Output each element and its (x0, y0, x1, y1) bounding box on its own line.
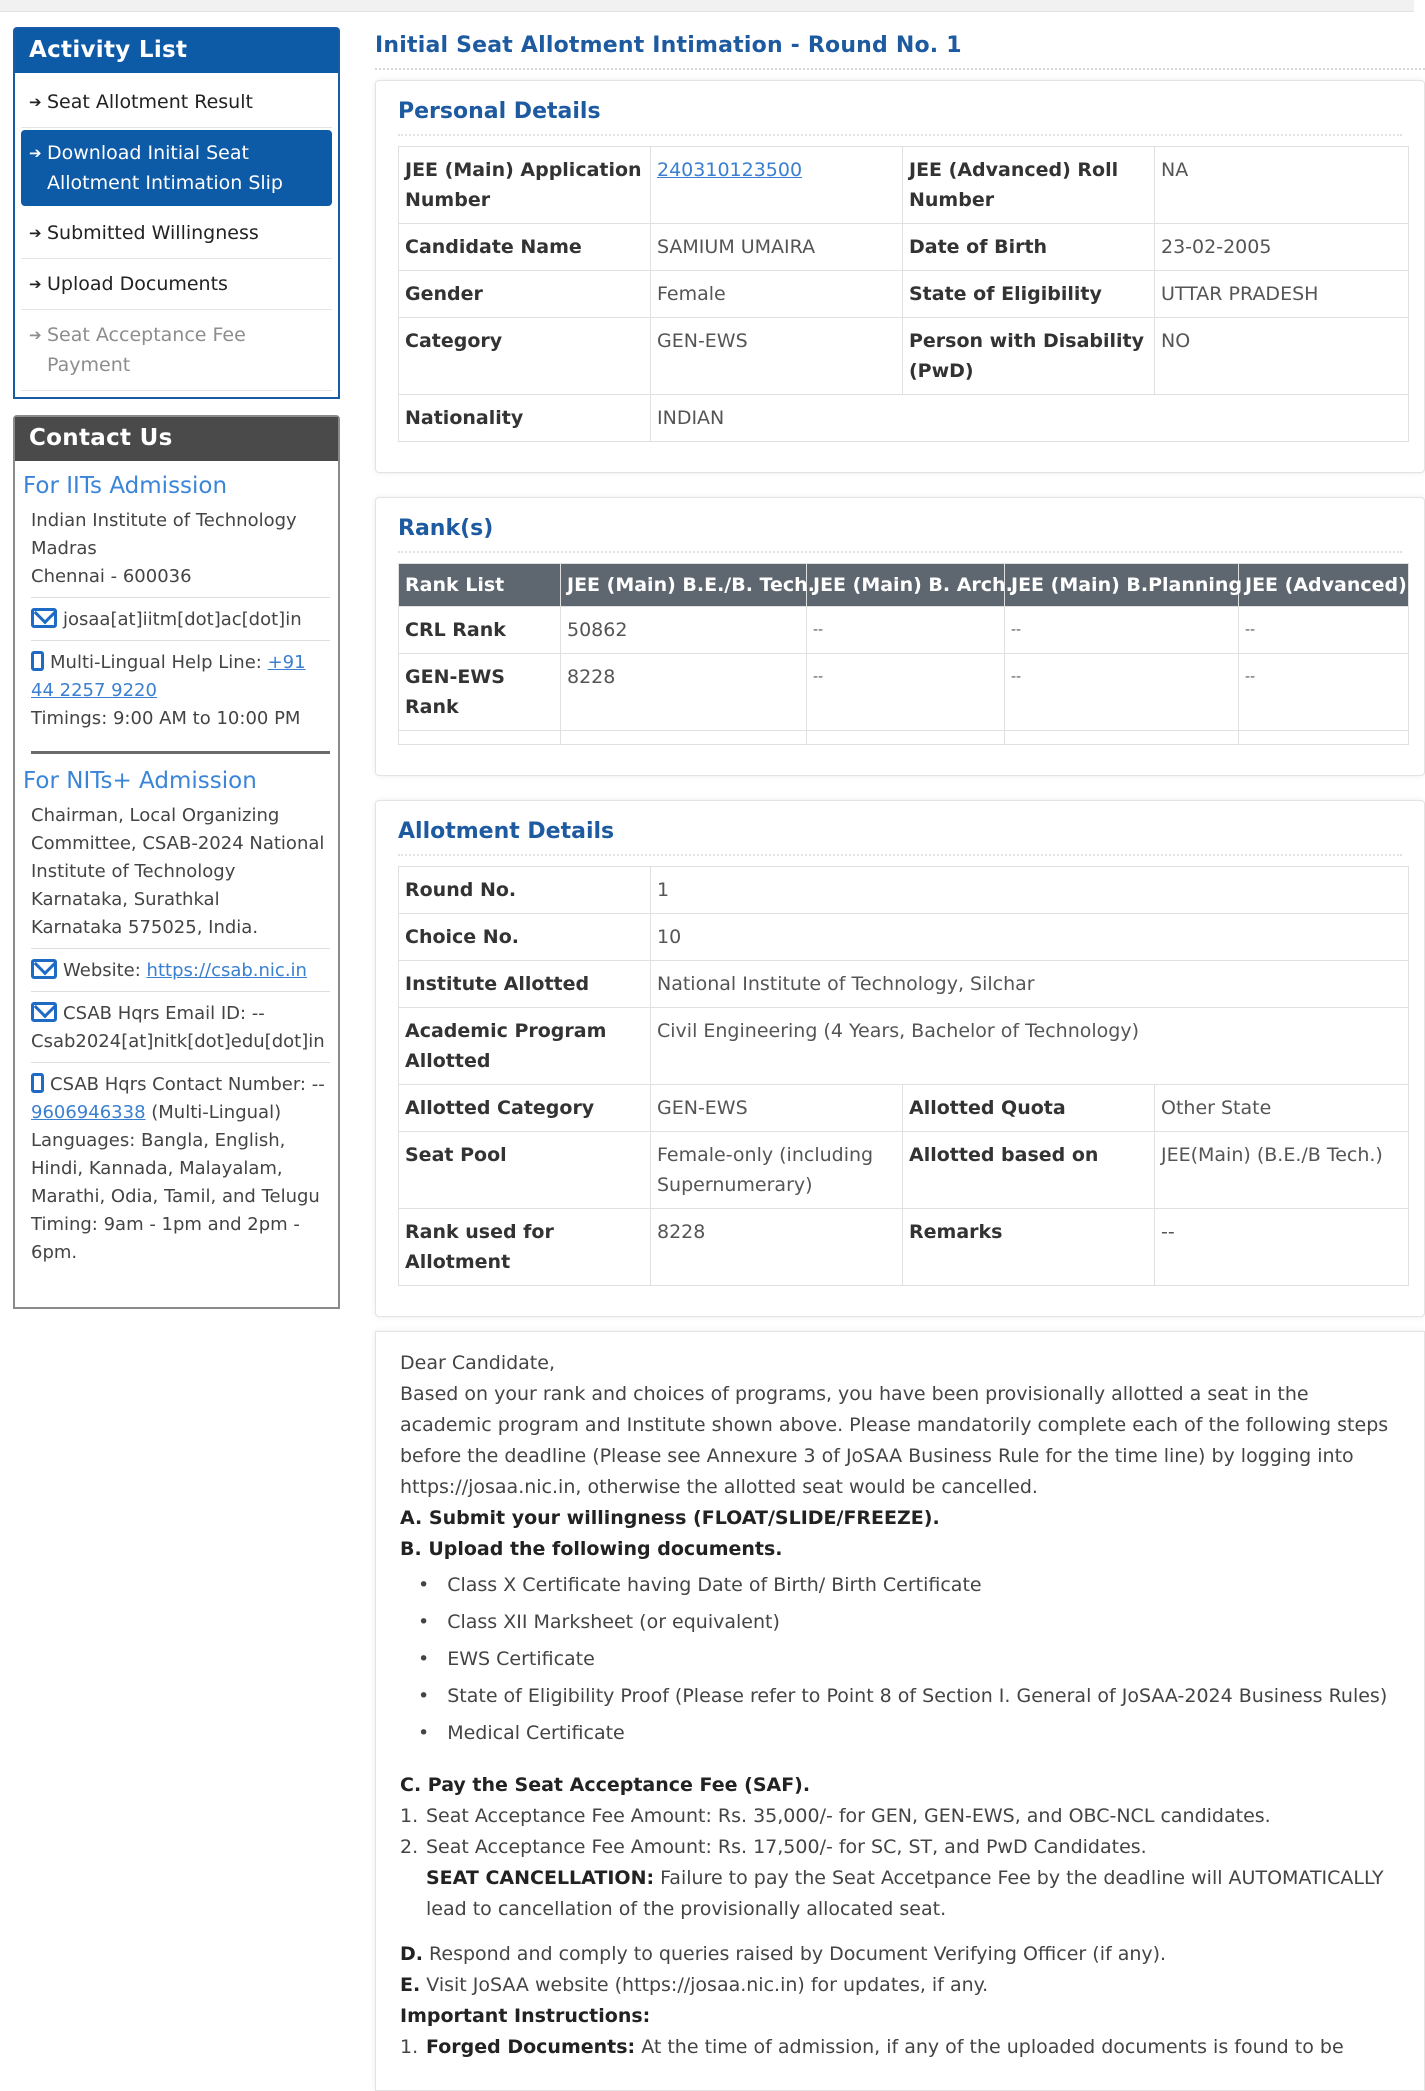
list-item: • Class X Certificate having Date of Birth/ Birth Certificate (418, 1567, 1400, 1604)
address-line: Karnataka 575025, India. (31, 917, 259, 938)
fee-list (400, 1801, 1400, 1863)
list-item (400, 1801, 1400, 1832)
iit-helpline-row (31, 640, 330, 733)
list-item: • Medical Certificate (418, 1715, 1400, 1752)
list-number: 1. (400, 1805, 419, 1827)
institute-value: National Institute of Technology, Silchar (651, 961, 1409, 1008)
application-number-label: JEE (Main) Application Number (399, 147, 651, 224)
activity-list-title: Activity List (15, 29, 338, 73)
activity-list (15, 73, 338, 397)
table-row (399, 147, 1409, 224)
website-label: Website: (63, 960, 147, 981)
letter-intro: Based on your rank and choices of programs, you have been provisionally allotted a seat in the academic program and Institute shown above. Please mandatorily complete each of the following steps before the deadline (Please see Annexure 3 of JoSAA Business Rule for the time line) by logging into https://josaa.nic.in, otherwise the allotted seat would be cancelled. (400, 1383, 1389, 1498)
arrow-right-icon: ➔ (29, 224, 42, 242)
intimation-letter (375, 1331, 1425, 2091)
rank-value: -- (1005, 607, 1239, 654)
column-header: JEE (Advanced) (1239, 564, 1409, 607)
list-item: • State of Eligibility Proof (Please refer to Point 8 of Section I. General of JoSAA-2024 Business Rules) (418, 1678, 1400, 1715)
rank-value: 8228 (561, 654, 807, 731)
arrow-right-icon: ➔ (29, 326, 42, 344)
step-d (400, 1939, 1400, 1970)
table-row (399, 961, 1409, 1008)
nit-languages: Languages: Bangla, English, Hindi, Kannada, Malayalam, Marathi, Odia, Tamil, and Telugu (31, 1130, 320, 1207)
program-value: Civil Engineering (4 Years, Bachelor of Technology) (651, 1008, 1409, 1085)
important-label: Forged Documents: (426, 2036, 636, 2058)
address-line: Madras (31, 538, 97, 559)
candidate-name-label: Candidate Name (399, 224, 651, 271)
iit-address (23, 507, 330, 591)
envelope-icon (31, 959, 57, 979)
letter-greeting: Dear Candidate, (400, 1352, 555, 1374)
cancel-label: SEAT CANCELLATION: (426, 1867, 655, 1889)
activity-item-label: Seat Allotment Result (47, 91, 253, 113)
step-b: B. Upload the following documents. (400, 1538, 783, 1560)
step-d-text: Respond and comply to queries raised by Document Verifying Officer (if any). (423, 1943, 1167, 1965)
rank-value: -- (1239, 607, 1409, 654)
contact-us-title: Contact Us (15, 417, 338, 461)
table-row (399, 318, 1409, 395)
nationality-label: Nationality (399, 395, 651, 442)
contact-label: CSAB Hqrs Contact Number: -- (50, 1074, 325, 1095)
column-header: JEE (Main) B.E./B. Tech. (561, 564, 807, 607)
list-item (400, 2032, 1400, 2063)
email-label: CSAB Hqrs Email ID: -- (63, 1003, 265, 1024)
choice-value: 10 (651, 914, 1409, 961)
address-line: Committee, CSAB-2024 National (31, 833, 325, 854)
envelope-icon (31, 608, 57, 628)
table-row (399, 1209, 1409, 1286)
adv-roll-value: NA (1155, 147, 1409, 224)
address-line: Institute of Technology (31, 861, 236, 882)
nit-admission-heading: For NITs+ Admission (23, 768, 257, 794)
nationality-value: INDIAN (651, 395, 1409, 442)
seat-pool-label: Seat Pool (399, 1132, 651, 1209)
allotted-based-value: JEE(Main) (B.E./B Tech.) (1155, 1132, 1409, 1209)
state-value: UTTAR PRADESH (1155, 271, 1409, 318)
rank-type: GEN-EWS Rank (399, 654, 561, 731)
address-line: Karnataka, Surathkal (31, 889, 220, 910)
address-line: Chairman, Local Organizing (31, 805, 280, 826)
sidebar (13, 27, 340, 1309)
nit-email-row (31, 991, 330, 1056)
table-row (399, 395, 1409, 442)
personal-details-table (398, 146, 1409, 442)
envelope-icon (31, 1002, 57, 1022)
rank-type: CRL Rank (399, 607, 561, 654)
nit-contact-row (31, 1062, 330, 1267)
column-header: JEE (Main) B. Arch. (807, 564, 1005, 607)
activity-list-panel (13, 27, 340, 399)
personal-details-title: Personal Details (398, 91, 1402, 136)
allotment-details-title: Allotment Details (398, 811, 1402, 856)
step-d-label: D. (400, 1943, 423, 1965)
cancel-text: Failure to pay the Seat Accetpance Fee by the deadline will AUTOMATICALLY lead to cancellation of the provisionally allocated seat. (426, 1867, 1384, 1920)
step-c: C. Pay the Seat Acceptance Fee (SAF). (400, 1774, 811, 1796)
important-list (400, 2032, 1400, 2063)
allotted-based-label: Allotted based on (903, 1132, 1155, 1209)
table-row (399, 1085, 1409, 1132)
ranks-section (375, 497, 1425, 776)
ranks-table (398, 563, 1409, 745)
quota-value: Other State (1155, 1085, 1409, 1132)
contact-suffix: (Multi-Lingual) (145, 1102, 282, 1123)
arrow-right-icon: ➔ (29, 275, 42, 293)
allotment-details-section (375, 800, 1425, 1317)
rank-used-label: Rank used for Allotment (399, 1209, 651, 1286)
table-row (399, 607, 1409, 654)
adv-roll-label: JEE (Advanced) Roll Number (903, 147, 1155, 224)
activity-item-seat-allotment-result[interactable] (21, 77, 332, 128)
activity-item-seat-acceptance-fee-payment (21, 310, 332, 391)
nit-contact-link[interactable]: 9606946338 (31, 1102, 146, 1123)
gender-label: Gender (399, 271, 651, 318)
nit-address (23, 802, 330, 942)
step-e-text: Visit JoSAA website (https://josaa.nic.in) for updates, if any. (420, 1974, 989, 1996)
table-row (399, 1132, 1409, 1209)
main-content (375, 27, 1425, 2091)
round-label: Round No. (399, 867, 651, 914)
contact-us-panel (13, 415, 340, 1309)
choice-label: Choice No. (399, 914, 651, 961)
arrow-right-icon: ➔ (29, 144, 42, 162)
activity-item-download-intimation-slip[interactable] (21, 130, 332, 206)
nit-email: Csab2024[at]nitk[dot]edu[dot]in (31, 1031, 325, 1052)
iit-email: josaa[at]iitm[dot]ac[dot]in (63, 609, 302, 630)
page-title: Initial Seat Allotment Intimation - Round No. 1 (375, 27, 1425, 70)
address-line: Indian Institute of Technology (31, 510, 297, 531)
divider (31, 751, 330, 754)
rank-value: 50862 (561, 607, 807, 654)
nit-website-row (31, 948, 330, 985)
quota-label: Allotted Quota (903, 1085, 1155, 1132)
column-header: Rank List (399, 564, 561, 607)
activity-item-upload-documents[interactable] (21, 259, 332, 310)
activity-item-label: Upload Documents (47, 273, 228, 295)
address-line: Chennai - 600036 (31, 566, 192, 587)
application-number-link[interactable]: 240310123500 (657, 159, 803, 181)
institute-label: Institute Allotted (399, 961, 651, 1008)
fee-text: Seat Acceptance Fee Amount: Rs. 35,000/- for GEN, GEN-EWS, and OBC-NCL candidates. (426, 1805, 1271, 1827)
arrow-right-icon: ➔ (29, 93, 42, 111)
gender-value: Female (651, 271, 903, 318)
activity-item-submitted-willingness[interactable] (21, 208, 332, 259)
program-label: Academic Program Allotted (399, 1008, 651, 1085)
step-e-label: E. (400, 1974, 421, 1996)
iit-helpline-link[interactable]: +91 44 2257 9220 (31, 652, 306, 701)
top-strip (0, 0, 1414, 12)
round-value: 1 (651, 867, 1409, 914)
list-number: 1. (400, 2036, 419, 2058)
phone-icon (31, 1073, 44, 1093)
spacer-row (399, 731, 1409, 745)
ranks-title: Rank(s) (398, 508, 1402, 553)
state-label: State of Eligibility (903, 271, 1155, 318)
rank-used-value: 8228 (651, 1209, 903, 1286)
iit-timings: Timings: 9:00 AM to 10:00 PM (31, 708, 301, 729)
activity-item-label: Download Initial Seat Allotment Intimation Slip (47, 142, 283, 194)
rank-value: -- (1239, 654, 1409, 731)
category-label: Category (399, 318, 651, 395)
list-number: 2. (400, 1836, 419, 1858)
dob-label: Date of Birth (903, 224, 1155, 271)
dob-value: 23-02-2005 (1155, 224, 1409, 271)
rank-value: -- (807, 654, 1005, 731)
pwd-label: Person with Disability (PwD) (903, 318, 1155, 395)
step-e (400, 1970, 1400, 2001)
category-value: GEN-EWS (651, 318, 903, 395)
nit-timing: Timing: 9am - 1pm and 2pm - 6pm. (31, 1214, 300, 1263)
table-row (399, 271, 1409, 318)
iit-admission-heading: For IITs Admission (23, 473, 228, 499)
list-item (400, 1832, 1400, 1863)
table-row (399, 224, 1409, 271)
activity-item-label: Seat Acceptance Fee Payment (47, 324, 246, 376)
table-row (399, 914, 1409, 961)
seat-cancellation-note (400, 1863, 1400, 1925)
remarks-value: -- (1155, 1209, 1409, 1286)
table-row (399, 867, 1409, 914)
helpline-label: Multi-Lingual Help Line: (50, 652, 268, 673)
column-header: JEE (Main) B.Planning (1005, 564, 1239, 607)
step-a: A. Submit your willingness (FLOAT/SLIDE/FREEZE). (400, 1507, 940, 1529)
important-text: At the time of admission, if any of the uploaded documents is found to be (635, 2036, 1344, 2058)
list-item: • EWS Certificate (418, 1641, 1400, 1678)
phone-icon (31, 651, 44, 671)
pwd-value: NO (1155, 318, 1409, 395)
allotted-category-label: Allotted Category (399, 1085, 651, 1132)
fee-text: Seat Acceptance Fee Amount: Rs. 17,500/- for SC, ST, and PwD Candidates. (426, 1836, 1147, 1858)
nit-website-link[interactable]: https://csab.nic.in (146, 960, 307, 981)
rank-value: -- (1005, 654, 1239, 731)
seat-pool-value: Female-only (including Supernumerary) (651, 1132, 903, 1209)
activity-item-label: Submitted Willingness (47, 222, 259, 244)
important-title: Important Instructions: (400, 2005, 651, 2027)
table-row (399, 1008, 1409, 1085)
rank-value: -- (807, 607, 1005, 654)
allotted-category-value: GEN-EWS (651, 1085, 903, 1132)
table-row (399, 654, 1409, 731)
list-item: • Class XII Marksheet (or equivalent) (418, 1604, 1400, 1641)
table-header-row (399, 564, 1409, 607)
documents-list (400, 1567, 1400, 1752)
personal-details-section (375, 80, 1425, 473)
iit-email-row (31, 597, 330, 634)
candidate-name-value: SAMIUM UMAIRA (651, 224, 903, 271)
remarks-label: Remarks (903, 1209, 1155, 1286)
allotment-details-table (398, 866, 1409, 1286)
